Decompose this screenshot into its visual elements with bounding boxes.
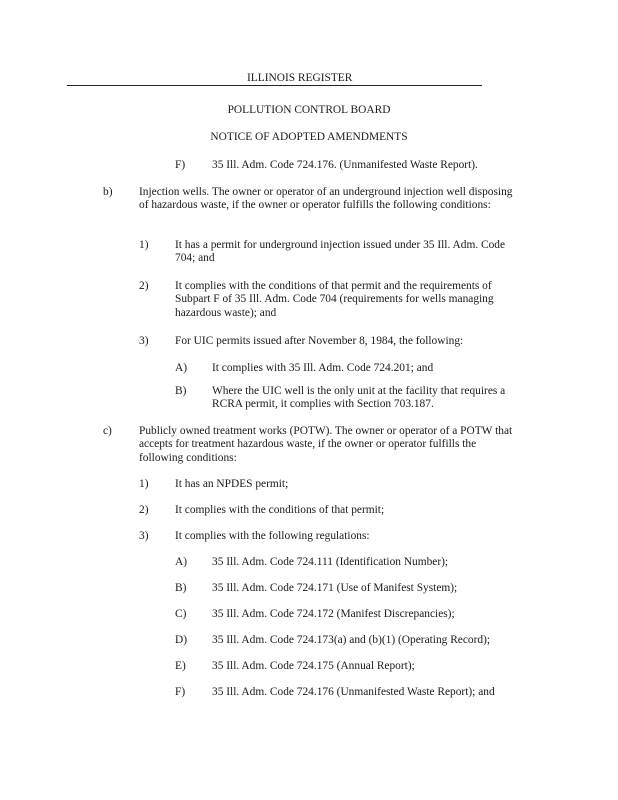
c-e-text: 35 Ill. Adm. Code 724.175 (Annual Report);: [212, 660, 415, 672]
c-a-label: A): [175, 556, 188, 568]
board-title: POLLUTION CONTROL BOARD: [227, 104, 391, 116]
c-sub2-text: It complies with the conditions of that permit;: [175, 504, 385, 516]
notice-title: NOTICE OF ADOPTED AMENDMENTS: [210, 131, 408, 143]
section-label-c: c): [103, 425, 112, 437]
c-sub3-text: It complies with the following regulations:: [175, 530, 370, 542]
b-sub1-text: It has a permit for underground injection issued under 35 Ill. Adm. Code 704; and: [175, 239, 506, 265]
c-c-text: 35 Ill. Adm. Code 724.172 (Manifest Discrepancies);: [212, 608, 455, 620]
item-text-top-f: 35 Ill. Adm. Code 724.176. (Unmanifested Waste Report).: [212, 159, 478, 171]
section-text-c: Publicly owned treatment works (POTW). The owner or operator of a POTW that accepts for treatment hazardous waste, if the owner or operator fulfills the following conditions:: [139, 425, 513, 464]
c-a-text: 35 Ill. Adm. Code 724.111 (Identification Number);: [212, 556, 449, 568]
b-sub2-label: 2): [139, 280, 149, 292]
c-sub3-label: 3): [139, 530, 149, 542]
c-b-text: 35 Ill. Adm. Code 724.171 (Use of Manifest System);: [212, 582, 458, 594]
b-sub3-text: For UIC permits issued after November 8, 1984, the following:: [175, 335, 464, 347]
item-label-top-f: F): [175, 159, 186, 171]
c-sub1-label: 1): [139, 478, 149, 490]
b-sub1-label: 1): [139, 239, 149, 251]
c-d-text: 35 Ill. Adm. Code 724.173(a) and (b)(1) (Operating Record);: [212, 634, 491, 646]
c-f-text: 35 Ill. Adm. Code 724.176 (Unmanifested Waste Report); and: [212, 686, 495, 698]
b-sub3b-label: B): [175, 385, 187, 397]
c-d-label: D): [175, 634, 188, 646]
b-sub3a-label: A): [175, 362, 188, 374]
c-sub2-label: 2): [139, 504, 149, 516]
b-sub3a-text: It complies with 35 Ill. Adm. Code 724.201; and: [212, 362, 434, 374]
b-sub2-text: It complies with the conditions of that permit and the requirements of Subpart F of 35 Ill. Adm. Code 704 (requirements for wells managing hazardous waste); and: [175, 280, 494, 319]
b-sub3b-text: Where the UIC well is the only unit at the facility that requires a RCRA permit, it complies with Section 703.187.: [212, 385, 506, 411]
c-sub1-text: It has an NPDES permit;: [175, 478, 289, 490]
b-sub3-label: 3): [139, 335, 149, 347]
c-b-label: B): [175, 582, 187, 594]
c-e-label: E): [175, 660, 186, 672]
section-label-b: b): [103, 186, 113, 198]
c-f-label: F): [175, 686, 186, 698]
register-title: ILLINOIS REGISTER: [247, 72, 353, 84]
section-text-b: Injection wells. The owner or operator of an underground injection well disposing of hazardous waste, if the owner or operator fulfills the following conditions:: [139, 186, 513, 212]
c-c-label: C): [175, 608, 187, 620]
